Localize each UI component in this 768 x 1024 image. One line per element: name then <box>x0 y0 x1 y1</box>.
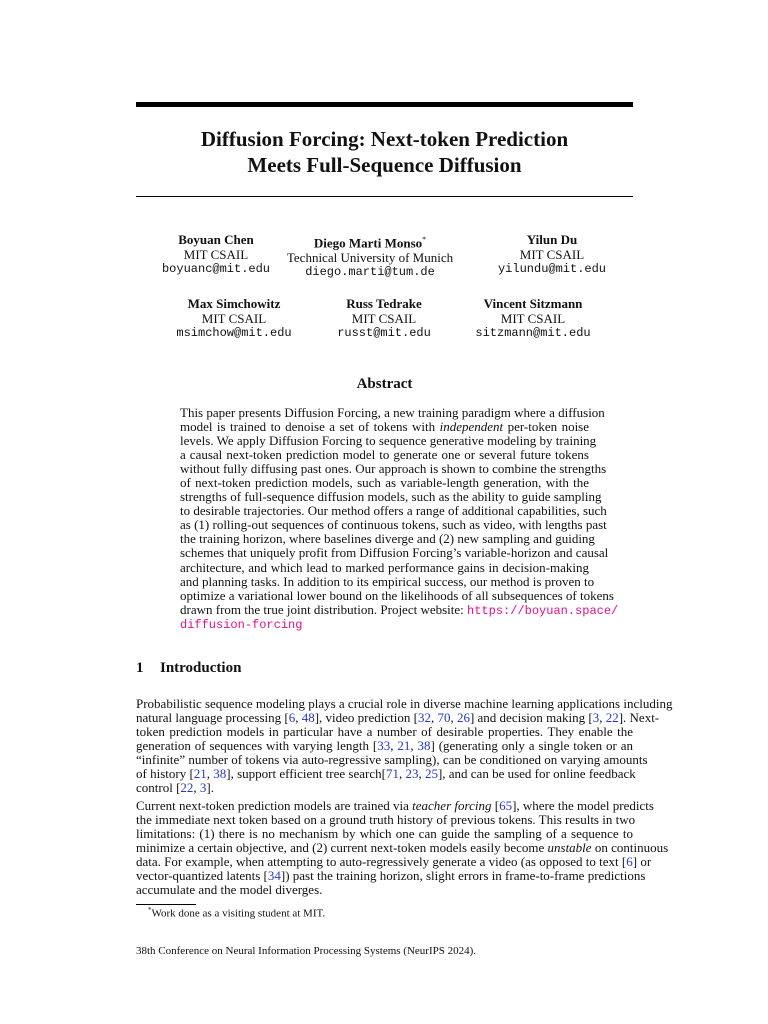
abstract-line: without fully diffusing past ones. Our approach is shown to combine the strengths <box>180 461 607 477</box>
citation-link[interactable]: 6 <box>626 853 633 869</box>
author-name: Yilun Du <box>526 232 578 247</box>
emphasis: teacher forcing <box>412 798 492 813</box>
title-top-rule <box>136 102 633 107</box>
abstract-body <box>180 405 619 632</box>
abstract-line: drawn from the true joint distribution. Project website: https://boyuan.space/ <box>180 601 619 618</box>
abstract-line: and planning tasks. In addition to its empirical success, our method is proven to <box>180 573 595 589</box>
author-name: Russ Tedrake <box>346 296 422 311</box>
citation-link[interactable]: 3 <box>592 709 600 725</box>
abstract-line: schemes that uniquely profit from Diffusion Forcing’s variable-horizon and causal <box>180 545 609 561</box>
citation-link[interactable]: 71 <box>385 765 399 781</box>
project-website-link-continued[interactable]: diffusion-forcing <box>180 617 303 632</box>
title-bottom-rule <box>136 196 633 197</box>
title-line-2: Meets Full-Sequence Diffusion <box>247 153 522 177</box>
citation-link[interactable]: 26 <box>456 709 470 725</box>
author-email[interactable]: msimchow@mit.edu <box>176 326 292 340</box>
citation-link[interactable]: 34 <box>267 867 281 883</box>
citation-link[interactable]: 23 <box>405 765 419 781</box>
paragraph-line: “infinite” number of tokens via auto-regressive sampling), can be conditioned on varying amounts <box>136 751 648 767</box>
abstract-heading: Abstract <box>356 376 413 392</box>
abstract-line: to desirable trajectories. Our method offers a range of additional capabilities, such <box>180 503 607 519</box>
citation-link[interactable]: 65 <box>499 798 513 813</box>
abstract-line: as (1) rolling-out sequences of continuous tokens, such as video, with lengths past <box>180 517 607 533</box>
paragraph-line: of history [21, 38], support efficient tree search[71, 23, 25], and can be used for online feedback <box>136 765 636 781</box>
author-affiliation: MIT CSAIL <box>183 247 249 262</box>
section-title: Introduction <box>160 660 242 676</box>
abstract-line: optimize a variational lower bound on the likelihoods of all subsequences of tokens <box>180 587 614 603</box>
conference-note: 38th Conference on Neural Information Processing Systems (NeurIPS 2024). <box>136 945 477 957</box>
paragraph-line: natural language processing [6, 48], video prediction [32, 70, 26] and decision making [3, 22]. Next- <box>136 709 660 725</box>
intro-paragraph-1 <box>136 696 673 795</box>
section-heading <box>136 660 241 677</box>
footnote-mark: * <box>148 906 152 914</box>
author-affiliation: MIT CSAIL <box>201 311 267 326</box>
section-number: 1 <box>136 660 144 676</box>
citation-link[interactable]: 21 <box>397 737 411 753</box>
intro-paragraph-2 <box>136 798 669 897</box>
author-affiliation: MIT CSAIL <box>500 311 566 326</box>
abstract-line: a causal next-token prediction model to generate one or several future tokens <box>180 447 589 463</box>
emphasis: independent <box>439 419 504 435</box>
author-email[interactable]: russt@mit.edu <box>337 326 431 340</box>
footnote-text: Work done as a visiting student at MIT. <box>151 907 326 920</box>
project-website-link[interactable]: https://boyuan.space/ <box>467 603 619 618</box>
abstract-line: This paper presents Diffusion Forcing, a new training paradigm where a diffusion <box>180 405 605 420</box>
author-block <box>437 232 667 277</box>
author-email[interactable]: yilundu@mit.edu <box>497 262 607 276</box>
paragraph-line: Probabilistic sequence modeling plays a crucial role in diverse machine learning applications including <box>136 696 673 711</box>
footnote <box>148 906 325 920</box>
author-name: Diego Marti Monso <box>313 235 423 251</box>
abstract-line: the training horizon, where baselines diverge and (2) new sampling and guiding <box>180 531 595 547</box>
author-email[interactable]: boyuanc@mit.edu <box>161 262 271 276</box>
author-name: Boyuan Chen <box>178 232 254 247</box>
citation-link[interactable]: 70 <box>437 709 451 725</box>
citation-link[interactable]: 3 <box>199 779 207 795</box>
title-line-1: Diffusion Forcing: Next-token Prediction <box>200 127 569 151</box>
author-footnote-mark: * <box>422 235 427 244</box>
citation-link[interactable]: 21 <box>193 765 207 781</box>
citation-link[interactable]: 22 <box>180 779 194 795</box>
paragraph-line: minimize a certain objective, and (2) current next-token models easily become unstable on continuous <box>136 839 669 855</box>
paragraph-line: the immediate next token based on a ground truth history of previous tokens. This results in two <box>136 811 636 827</box>
paper-title <box>136 126 633 178</box>
author-email[interactable]: diego.marti@tum.de <box>305 265 435 280</box>
abstract-line <box>180 617 589 631</box>
author-block <box>418 296 648 341</box>
author-email[interactable]: sitzmann@mit.edu <box>475 326 591 340</box>
author-name: Max Simchowitz <box>187 296 281 311</box>
author-affiliation: MIT CSAIL <box>519 247 585 262</box>
paragraph-line: token prediction models in particular have a number of desirable properties. They enable the <box>136 723 633 739</box>
paragraph-line: vector-quantized latents [34]) past the training horizon, slight errors in frame-to-frame predictions <box>136 867 646 883</box>
citation-link[interactable]: 22 <box>605 709 619 725</box>
author-affiliation: MIT CSAIL <box>351 311 417 326</box>
paragraph-line: Current next-token prediction models are trained via teacher forcing [65], where the model predicts <box>136 798 654 813</box>
author-affiliation: Technical University of Munich <box>286 250 454 266</box>
abstract-line: of next-token prediction models, such as variable-length generation, with the <box>180 475 589 491</box>
citation-link[interactable]: 33 <box>377 737 391 753</box>
citation-link[interactable]: 32 <box>417 709 431 725</box>
paragraph-line: limitations: (1) there is no mechanism by which one can guide the sampling of a sequence to <box>136 825 633 841</box>
citation-link[interactable]: 38 <box>213 765 227 781</box>
paragraph-line: generation of sequences with varying length [33, 21, 38] (generating only a single token or an <box>136 737 634 753</box>
author-name: Vincent Sitzmann <box>483 296 583 311</box>
abstract-line: strengths of full-sequence diffusion models, such as the ability to guide sampling <box>180 489 602 505</box>
paragraph-line: data. For example, when attempting to auto-regressively generate a video (as opposed to text [6] or <box>136 853 652 869</box>
footnote-rule <box>136 904 196 905</box>
emphasis: unstable <box>547 839 592 855</box>
citation-link[interactable]: 38 <box>417 737 431 753</box>
citation-link[interactable]: 25 <box>424 765 438 781</box>
citation-link[interactable]: 6 <box>288 709 296 725</box>
abstract-line: model is trained to denoise a set of tokens with independent per-token noise <box>180 419 590 435</box>
abstract-line: levels. We apply Diffusion Forcing to sequence generative modeling by training <box>180 433 597 449</box>
paragraph-line: accumulate and the model diverges. <box>136 881 323 897</box>
paragraph-line: control [22, 3]. <box>136 779 214 795</box>
abstract-line: architecture, and which lead to marked performance gains in decision-making <box>180 559 589 575</box>
citation-link[interactable]: 48 <box>301 709 315 725</box>
